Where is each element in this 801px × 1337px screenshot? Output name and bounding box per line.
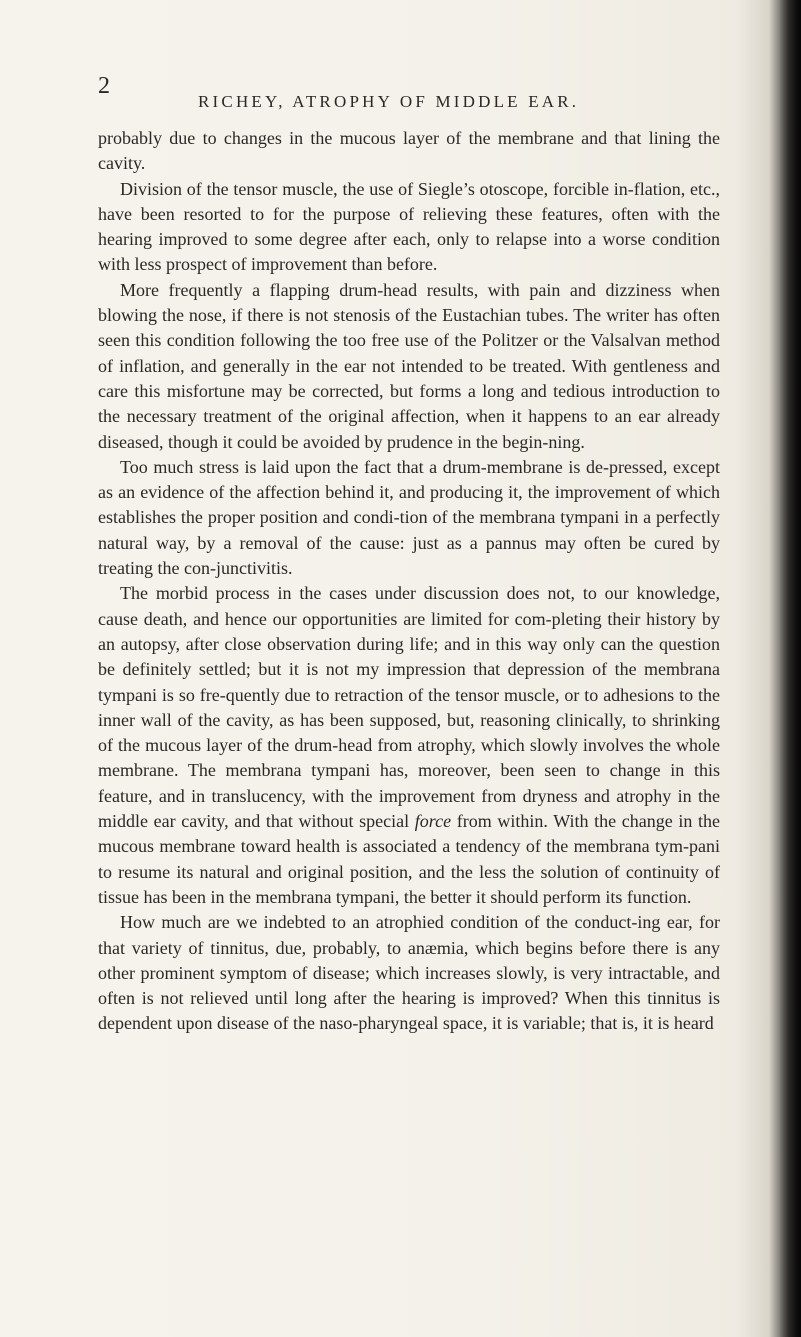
paragraph-4: Too much stress is laid upon the fact that a drum-membrane is de-pressed, except as an evidence of the affection behind it, and producing it, the improvement of which establishes the proper position and condi-tion of the membrana tympani in a perfectly natural way, by a removal of the cause: just as a pannus may often be cured by treating the con-junctivitis. [98,456,720,579]
paragraph-5 [98,581,720,910]
paragraph-3: More frequently a flapping drum-head results, with pain and dizziness when blowing the nose, if there is not stenosis of the Eustachian tubes. The writer has often seen this condition following the too free use of the Politzer or the Valsalvan method of inflation, and generally in the ear not intended to be treated. With gentleness and care this misfortune may be corrected, but forms a long and tedious introduction to the necessary treatment of the original affection, when it happens to an ear already diseased, though it could be avoided by prudence in the begin-ning. [98,279,720,452]
paragraph-6: How much are we indebted to an atrophied condition of the conduct-ing ear, for that variety of tinnitus, due, probably, to anæmia, which begins before there is any other prominent symptom of disease; which increases slowly, is very intractable, and often is not relieved until long after the hearing is improved? When this tinnitus is dependent upon disease of the naso-pharyngeal space, it is variable; that is, it is heard [98,912,720,1034]
page-number: 2 [98,73,110,99]
body-text [98,126,720,1037]
paragraph-2: Division of the tensor muscle, the use of Siegle’s otoscope, forcible in-flation, etc., have been resorted to for the purpose of relieving these features, often with the hearing improved to some degree after each, only to relapse into a worse condition with less prospect of improvement than before. [98,178,720,275]
paragraph-1: probably due to changes in the mucous layer of the membrane and that lining the cavity. [98,128,720,174]
running-head: RICHEY, ATROPHY OF MIDDLE EAR. [198,92,580,111]
paragraph-5-part-2: from within. With the change in the mucous membrane toward health is associated a tendency of the membrana tym-pani to resume its natural and original position, and the less the solution of continuity of tissue has been in the membrana tympani, the better it should perform its function. [98,811,721,907]
italic-force: force [414,811,452,832]
paragraph-5-part-1: The morbid process in the cases under discussion does not, to our knowledge, cause death, and hence our opportunities are limited for com-pleting their history by an autopsy, after close observation during life; and in this way only can the question be definitely settled; but it is not my impression that depression of the membrana tympani is so fre-quently due to retraction of the tensor muscle, or to adhesions to the inner wall of the cavity, as has been supposed, but, reasoning clinically, to shrinking of the mucous layer of the drum-head from atrophy, which slowly involves the whole membrane. The membrana tympani has, moreover, been seen to change in this feature, and in translucency, with the improvement from dryness and atrophy in the middle ear cavity, and that without special [98,583,720,832]
page-edge-shadow [779,0,801,1337]
